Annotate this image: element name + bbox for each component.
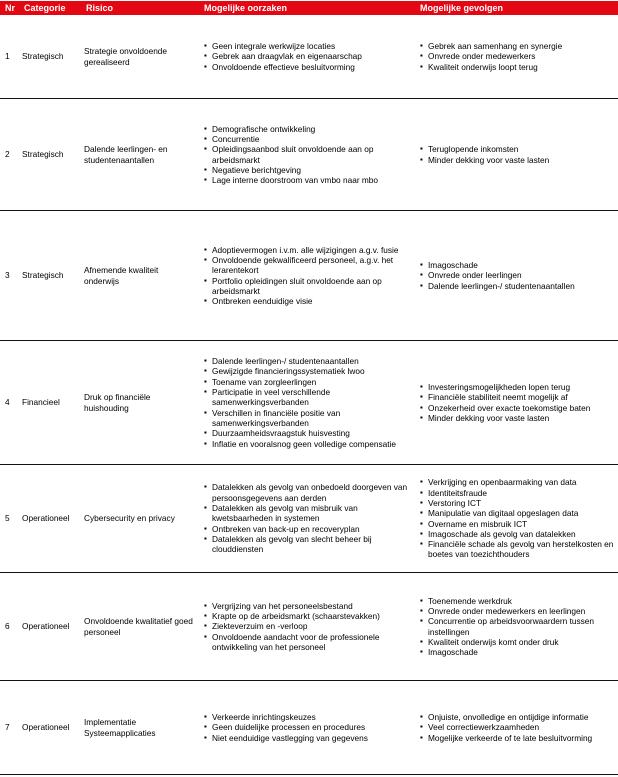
bullet-item: ▪ Ziekteverzuim en -verloop: [204, 621, 416, 631]
header-nr: Nr: [5, 3, 16, 13]
bullet-item: ▪ Ontbreken van back-up en recoveryplan: [204, 524, 416, 534]
bullet-item: ▪ Identiteitsfraude: [420, 488, 616, 498]
gevolgen-list: [420, 260, 575, 291]
bullet-item: ▪ Financiële stabiliteit neemt mogelijk af: [420, 392, 590, 402]
bullet-item: ▪ Veel correctiewerkzaamheden: [420, 722, 592, 732]
gevolgen-list: [420, 477, 616, 559]
bullet-item: ▪ Onvoldoende aandacht voor de professionele ontwikkeling van het personeel: [204, 632, 416, 653]
row-oorzaken: [204, 573, 416, 680]
gevolgen-list: [420, 382, 590, 423]
bullet-item: ▪ Concurrentie: [204, 134, 416, 144]
bullet-item: ▪ Verkeerde inrichtingskeuzes: [204, 712, 368, 722]
bullet-item: ▪ Negatieve berichtgeving: [204, 165, 416, 175]
bullet-item: ▪ Toename van zorgleerlingen: [204, 377, 416, 387]
bullet-item: ▪ Manipulatie van digitaal opgeslagen data: [420, 508, 616, 518]
bullet-item: ▪ Geen duidelijke processen en procedures: [204, 722, 368, 732]
bullet-item: ▪ Inflatie en vooralsnog geen volledige compensatie: [204, 439, 416, 449]
bullet-item: ▪ Minder dekking voor vaste lasten: [420, 413, 590, 423]
gevolgen-list: [420, 41, 562, 72]
bullet-item: ▪ Kwaliteit onderwijs loopt terug: [420, 62, 562, 72]
bullet-item: ▪ Verschillen in financiële positie van samenwerkingsverbanden: [204, 408, 416, 429]
row-categorie: Strategisch: [22, 149, 64, 160]
row-risico: Onvoldoende kwalitatief goed personeel: [84, 616, 193, 637]
bullet-item: ▪ Onjuiste, onvolledige en ontijdige informatie: [420, 712, 592, 722]
bullet-item: ▪ Gebrek aan draagvlak en eigenaarschap: [204, 51, 362, 61]
gevolgen-list: [420, 596, 616, 658]
table-row: [0, 99, 618, 211]
bullet-item: ▪ Duurzaamheidsvraagstuk huisvesting: [204, 428, 416, 438]
row-nr: 3: [5, 270, 10, 281]
row-gevolgen: [420, 15, 616, 98]
bullet-item: ▪ Lage interne doorstroom van vmbo naar mbo: [204, 175, 416, 185]
row-gevolgen: [420, 465, 616, 572]
row-oorzaken: [204, 211, 416, 340]
row-gevolgen: [420, 573, 616, 680]
bullet-item: ▪ Imagoschade: [420, 647, 616, 657]
row-categorie: Strategisch: [22, 270, 64, 281]
oorzaken-list: [204, 356, 416, 449]
row-categorie: Strategisch: [22, 51, 64, 62]
row-nr: 1: [5, 51, 10, 62]
bullet-item: ▪ Niet eenduidige vastlegging van gegevens: [204, 733, 368, 743]
bullet-item: ▪ Imagoschade: [420, 260, 575, 270]
row-nr: 6: [5, 621, 10, 632]
row-nr: 7: [5, 722, 10, 733]
row-risico: Strategie onvoldoende gerealiseerd: [84, 46, 168, 67]
bullet-item: ▪ Dalende leerlingen-/ studentenaantallen: [420, 281, 575, 291]
table-row: [0, 465, 618, 573]
bullet-item: ▪ Onvoldoende effectieve besluitvorming: [204, 62, 362, 72]
header-risico: Risico: [86, 3, 114, 13]
bullet-item: ▪ Datalekken als gevolg van slecht beheer bij clouddiensten: [204, 534, 416, 555]
bullet-item: ▪ Datalekken als gevolg van onbedoeld doorgeven van persoonsgegevens aan derden: [204, 482, 416, 503]
bullet-item: ▪ Mogelijke verkeerde of te late besluitvorming: [420, 733, 592, 743]
oorzaken-list: [204, 41, 362, 72]
bullet-item: ▪ Onvrede onder leerlingen: [420, 270, 575, 280]
table-row: [0, 681, 618, 775]
table-row: [0, 573, 618, 681]
row-oorzaken: [204, 681, 416, 774]
row-risico: Afnemende kwaliteit onderwijs: [84, 265, 159, 286]
header-categorie: Categorie: [24, 3, 66, 13]
bullet-item: ▪ Onvoldoende gekwalificeerd personeel, a.g.v. het lerarentekort: [204, 255, 416, 276]
row-risico: Dalende leerlingen- en studentenaantallen: [84, 144, 168, 165]
row-gevolgen: [420, 99, 616, 210]
row-nr: 4: [5, 397, 10, 408]
table-row: [0, 15, 618, 99]
gevolgen-list: [420, 144, 549, 165]
bullet-item: ▪ Geen integrale werkwijze locaties: [204, 41, 362, 51]
bullet-item: ▪ Ontbreken eenduidige visie: [204, 296, 416, 306]
bullet-item: ▪ Onvrede onder medewerkers en leerlingen: [420, 606, 616, 616]
bullet-item: ▪ Portfolio opleidingen sluit onvoldoende aan op arbeidsmarkt: [204, 276, 416, 297]
row-risico: Cybersecurity en privacy: [84, 513, 175, 524]
bullet-item: ▪ Concurrentie op arbeidsvoorwaardern tussen instellingen: [420, 616, 616, 637]
header-oorzaken: Mogelijke oorzaken: [204, 3, 288, 13]
bullet-item: ▪ Gebrek aan samenhang en synergie: [420, 41, 562, 51]
row-categorie: Operationeel: [22, 621, 70, 632]
table-header: [0, 1, 618, 15]
oorzaken-list: [204, 482, 416, 554]
row-gevolgen: [420, 681, 616, 774]
oorzaken-list: [204, 601, 416, 652]
bullet-item: ▪ Onzekerheid over exacte toekomstige baten: [420, 403, 590, 413]
bullet-item: ▪ Datalekken als gevolg van misbruik van kwetsbaarheden in systemen: [204, 503, 416, 524]
bullet-item: ▪ Dalende leerlingen-/ studentenaantallen: [204, 356, 416, 366]
bullet-item: ▪ Verkrijging en openbaarmaking van data: [420, 477, 616, 487]
row-oorzaken: [204, 99, 416, 210]
oorzaken-list: [204, 712, 368, 743]
row-categorie: Financieel: [22, 397, 60, 408]
bullet-item: ▪ Imagoschade als gevolg van datalekken: [420, 529, 616, 539]
bullet-item: ▪ Participatie in veel verschillende samenwerkingsverbanden: [204, 387, 416, 408]
bullet-item: ▪ Verstoring ICT: [420, 498, 616, 508]
row-gevolgen: [420, 211, 616, 340]
row-risico: Implementatie Systeemapplicaties: [84, 717, 156, 738]
header-gevolgen: Mogelijke gevolgen: [420, 3, 504, 13]
gevolgen-list: [420, 712, 592, 743]
bullet-item: ▪ Toenemende werkdruk: [420, 596, 616, 606]
row-nr: 5: [5, 513, 10, 524]
row-gevolgen: [420, 341, 616, 464]
table-row: [0, 211, 618, 341]
oorzaken-list: [204, 245, 416, 307]
bullet-item: ▪ Overname en misbruik ICT: [420, 519, 616, 529]
bullet-item: ▪ Krapte op de arbeidsmarkt (schaarstevakken): [204, 611, 416, 621]
bullet-item: ▪ Adoptievermogen i.v.m. alle wijzigingen a.g.v. fusie: [204, 245, 416, 255]
oorzaken-list: [204, 124, 416, 186]
row-categorie: Operationeel: [22, 513, 70, 524]
bullet-item: ▪ Minder dekking voor vaste lasten: [420, 155, 549, 165]
bullet-item: ▪ Gewijzigde financieringssystematiek lwoo: [204, 366, 416, 376]
row-nr: 2: [5, 149, 10, 160]
row-oorzaken: [204, 15, 416, 98]
bullet-item: ▪ Opleidingsaanbod sluit onvoldoende aan op arbeidsmarkt: [204, 144, 416, 165]
bullet-item: ▪ Vergrijzing van het personeelsbestand: [204, 601, 416, 611]
bullet-item: ▪ Kwaliteit onderwijs komt onder druk: [420, 637, 616, 647]
bullet-item: ▪ Financiële schade als gevolg van herstelkosten en boetes van toezichthouders: [420, 539, 616, 560]
row-oorzaken: [204, 341, 416, 464]
bullet-item: ▪ Onvrede onder medewerkers: [420, 51, 562, 61]
bullet-item: ▪ Demografische ontwikkeling: [204, 124, 416, 134]
row-categorie: Operationeel: [22, 722, 70, 733]
table-row: [0, 341, 618, 465]
row-oorzaken: [204, 465, 416, 572]
bullet-item: ▪ Teruglopende inkomsten: [420, 144, 549, 154]
row-risico: Druk op financiële huishouding: [84, 392, 151, 413]
bullet-item: ▪ Investeringsmogelijkheden lopen terug: [420, 382, 590, 392]
